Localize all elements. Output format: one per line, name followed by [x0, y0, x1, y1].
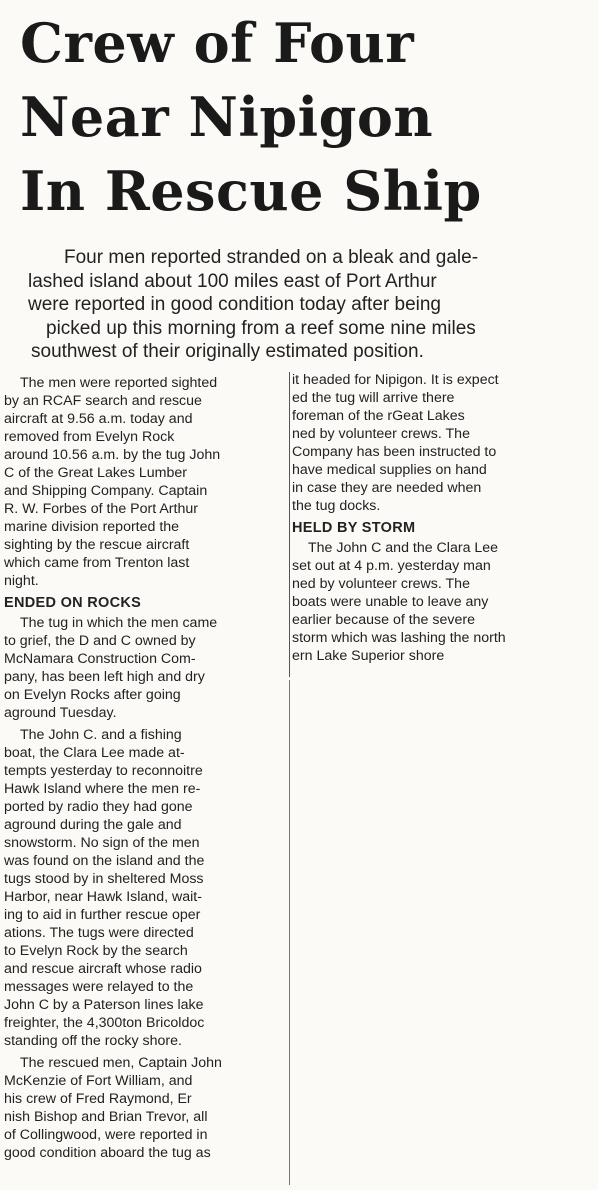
body-line: have medical supplies on hand	[292, 462, 487, 478]
body-line: The tug in which the men came	[20, 615, 218, 631]
body-line: The John C. and a fishing	[20, 727, 182, 743]
body-paragraph	[4, 726, 290, 1050]
body-line: night.	[4, 573, 39, 589]
body-line: his crew of Fred Raymond, Er	[4, 1091, 192, 1107]
body-line: storm which was lashing the north	[292, 630, 506, 646]
body-line: ing to aid in further rescue oper	[4, 907, 201, 923]
body-line: foreman of the rGeat Lakes	[292, 408, 465, 424]
body-paragraph	[4, 614, 290, 722]
body-line: aircraft at 9.56 a.m. today and	[4, 411, 193, 427]
body-line: Company has been instructed to	[292, 444, 497, 460]
body-line: boats were unable to leave any	[292, 594, 489, 610]
body-line: ned by volunteer crews. The	[292, 426, 470, 442]
lede-line: southwest of their originally estimated position.	[31, 341, 424, 362]
body-line: by an RCAF search and rescue	[4, 393, 202, 409]
body-line: and rescue aircraft whose radio	[4, 961, 202, 977]
body-line: ported by radio they had gone	[4, 799, 193, 815]
body-line: on Evelyn Rocks after going	[4, 687, 181, 703]
body-line: McNamara Construction Com-	[4, 651, 196, 667]
body-line: McKenzie of Fort William, and	[4, 1073, 193, 1089]
lede-line: lashed island about 100 miles east of Port Arthur	[28, 270, 437, 292]
headline-line: Crew of Four	[20, 11, 415, 75]
body-line: The John C and the Clara Lee	[308, 540, 499, 556]
body-line: ned by volunteer crews. The	[292, 576, 470, 592]
body-line: boat, the Clara Lee made at-	[4, 745, 185, 761]
body-line: John C by a Paterson lines lake	[4, 997, 204, 1013]
right-column	[292, 371, 574, 665]
body-line: marine division reported the	[4, 519, 180, 535]
lede-line: picked up this morning from a reef some nine miles	[46, 317, 476, 339]
body-line: which came from Trenton last	[4, 555, 190, 571]
lede-line: were reported in good condition today after being	[28, 294, 441, 315]
body-paragraph	[4, 1054, 290, 1162]
body-line: good condition aboard the tug as	[4, 1145, 211, 1161]
body-line: pany, has been left high and dry	[4, 669, 205, 685]
body-line: was found on the island and the	[4, 853, 205, 869]
body-line: it headed for Nipigon. It is expect	[292, 372, 499, 388]
headline-line: In Rescue Ship	[20, 159, 482, 223]
body-paragraph	[292, 371, 574, 515]
body-line: tempts yesterday to reconnoitre	[4, 763, 203, 779]
body-line: freighter, the 4,300ton Bricoldoc	[4, 1015, 205, 1031]
body-line: removed from Evelyn Rock	[4, 429, 175, 445]
lede-line: Four men reported stranded on a bleak and gale-	[64, 247, 479, 268]
body-line: nish Bishop and Brian Trevor, all	[4, 1109, 208, 1125]
body-line: of Collingwood, were reported in	[4, 1127, 208, 1143]
body-line: sighting by the rescue aircraft	[4, 537, 190, 553]
body-line: snowstorm. No sign of the men	[4, 835, 200, 851]
body-line: aground during the gale and	[4, 817, 182, 833]
body-line: Hawk Island where the men re-	[4, 781, 201, 797]
headline-line: Near Nipigon	[20, 85, 434, 149]
body-line: messages were relayed to the	[4, 979, 194, 995]
body-line: Harbor, near Hawk Island, wait-	[4, 889, 202, 905]
section-subhead: HELD BY STORM	[292, 520, 416, 536]
headline	[20, 6, 580, 228]
body-line: to Evelyn Rock by the search	[4, 943, 188, 959]
body-line: the tug docks.	[292, 498, 381, 514]
body-paragraph	[4, 374, 290, 590]
body-line: set out at 4 p.m. yesterday man	[292, 558, 491, 574]
body-paragraph	[292, 539, 574, 665]
body-line: The men were reported sighted	[20, 375, 218, 391]
left-column	[4, 374, 290, 1162]
body-line: to grief, the D and C owned by	[4, 633, 196, 649]
body-line: earlier because of the severe	[292, 612, 475, 628]
body-line: ed the tug will arrive there	[292, 390, 455, 406]
body-line: ations. The tugs were directed	[4, 925, 194, 941]
body-line: around 10.56 a.m. by the tug John	[4, 447, 221, 463]
body-line: ern Lake Superior shore	[292, 648, 445, 664]
body-line: standing off the rocky shore.	[4, 1033, 182, 1049]
body-line: in case they are needed when	[292, 480, 482, 496]
lede-paragraph	[28, 246, 576, 364]
body-line: aground Tuesday.	[4, 705, 117, 721]
section-subhead: ENDED ON ROCKS	[4, 595, 142, 611]
body-line: C of the Great Lakes Lumber	[4, 465, 187, 481]
body-line: tugs stood by in sheltered Moss	[4, 871, 204, 887]
body-line: R. W. Forbes of the Port Arthur	[4, 501, 198, 517]
body-line: and Shipping Company. Captain	[4, 483, 208, 499]
body-line: The rescued men, Captain John	[20, 1055, 222, 1071]
